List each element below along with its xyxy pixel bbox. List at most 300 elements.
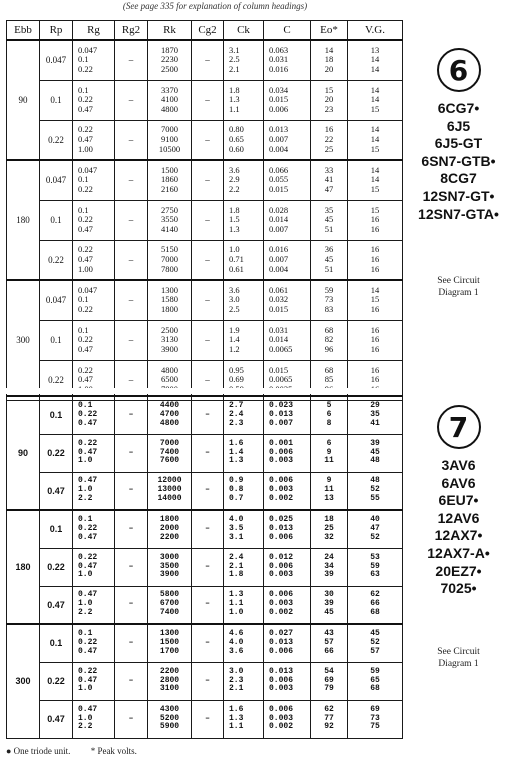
eo-cell-value: 82 [324,334,334,345]
cg2-cell: – [192,120,224,160]
rg2-cell: – [115,360,148,400]
rg-cell [73,662,115,700]
c-cell-value: 0.061 [269,284,289,295]
eo-cell-value: 14 [324,44,334,55]
table-row [7,200,403,240]
ck-cell [224,240,264,280]
c-cell-value: 0.015 [269,364,289,375]
ck-cell-value: 1.3 [229,590,244,600]
vg-cell-value: 59 [370,666,380,676]
vg-cell-value: 69 [370,704,380,714]
ck-cell-value: 2.2 [229,184,240,194]
eo-cell [311,320,348,360]
eo-cell [311,434,348,472]
rg2-cell: – [115,396,148,434]
vg-cell-value: 48 [370,476,380,486]
c-cell-value: 0.006 [269,476,294,486]
eo-cell-value: 45 [324,253,334,264]
rg-cell-value: 0.1 [78,514,93,524]
eo-cell-value: 79 [324,684,334,694]
table-row [7,396,403,434]
rk-cell-value: 13000 [157,485,182,495]
ck-cell-value: 2.3 [229,675,244,685]
header-row [7,21,403,41]
c-cell-value: 0.006 [269,590,294,600]
ck-cell-value: 1.4 [229,334,240,345]
vg-cell-value: 14 [370,174,380,185]
ck-cell-value: 2.3 [229,418,244,428]
ck-cell-value: 2.1 [229,684,244,694]
ck-cell-value: 0.69 [229,374,244,385]
ck-cell-value: 3.1 [229,44,240,55]
tube-type-label: 3AV6 [441,457,476,473]
vg-cell-value: 14 [370,84,380,95]
rp-cell: 0.22 [40,120,73,160]
rk-cell-value: 6700 [159,599,180,609]
eo-cell-value: 77 [324,713,334,723]
eo-cell-value: 30 [324,590,334,600]
ck-cell-value: 2.7 [229,400,244,410]
c-cell-value: 0.006 [269,561,294,571]
vg-cell-value: 53 [370,552,380,562]
rg-cell-value: 1.0 [78,599,93,609]
rg2-cell: – [115,624,148,662]
rk-cell-value: 2000 [159,523,180,533]
rp-cell: 0.22 [40,548,73,586]
ck-cell-value: 1.0 [229,244,240,255]
c-cell [264,434,311,472]
tube-type-label: 6CG7• [437,100,480,116]
rp-cell: 0.1 [40,320,73,360]
rg-cell-value: 0.47 [78,704,98,714]
circuit-reference [404,646,513,670]
rk-cell-value: 4400 [159,400,180,410]
c-cell [264,510,311,548]
circuit-line-1: See Circuit [437,646,480,657]
ck-cell-value: 1.8 [229,84,240,95]
cg2-cell: – [192,586,224,624]
c-cell-value: 0.002 [269,608,294,618]
ck-cell [224,40,264,80]
rg-cell-value: 0.1 [78,294,89,305]
vg-cell-value: 13 [370,44,380,55]
ck-cell-value: 1.8 [229,204,240,215]
c-cell [264,360,311,400]
eo-cell-value: 18 [324,54,334,65]
rg-cell [73,320,115,360]
table-row [7,472,403,510]
tube-type-list [404,100,513,223]
c-cell [264,472,311,510]
ck-cell-value: 0.65 [229,133,244,144]
vg-cell [348,586,403,624]
eo-cell-value: 34 [324,561,334,571]
eo-cell-value: 20 [324,94,334,105]
rp-cell: 0.047 [40,280,73,320]
vg-cell [348,662,403,700]
rg2-cell: – [115,510,148,548]
c-cell-value: 0.003 [269,684,294,694]
rk-cell-value: 2500 [161,324,178,335]
rp-cell: 0.1 [40,80,73,120]
ebb-cell: 300 [7,624,40,738]
ck-cell [224,280,264,320]
table-row [7,662,403,700]
vg-cell-value: 16 [370,263,380,274]
eo-cell-value: 20 [324,64,334,74]
header-rk: Rk [148,21,192,41]
vg-cell-value: 63 [370,570,380,580]
vg-cell [348,360,403,400]
c-cell-value: 0.013 [269,523,294,533]
eo-cell-value: 59 [324,284,334,295]
rk-cell-value: 5150 [161,244,178,255]
rk-cell-value: 3550 [161,214,178,225]
rg2-cell: – [115,662,148,700]
eo-cell-value: 96 [324,343,334,354]
rk-cell-value: 1860 [161,174,178,185]
ck-cell-value: 1.3 [229,94,240,105]
rg-cell-value: 1.0 [78,485,93,495]
rg2-cell: – [115,160,148,200]
rg-cell [73,360,115,400]
ck-cell [224,120,264,160]
header-vg: V.G. [348,21,403,41]
circuit-reference [404,275,513,299]
c-cell-value: 0.007 [269,133,289,144]
c-cell-value: 0.007 [269,418,294,428]
eo-cell [311,120,348,160]
c-cell-value: 0.015 [269,94,289,105]
rg-cell-value: 0.1 [78,400,93,410]
tube-type-label: 12AX7-A• [427,544,490,561]
vg-cell-value: 14 [370,284,380,295]
eo-cell-value: 11 [324,456,334,466]
tube-type-label: 8CG7 [440,170,477,187]
section-number-badge: 7 [437,405,481,449]
rg2-cell: – [115,472,148,510]
cg2-cell: – [192,700,224,738]
rg-cell [73,280,115,320]
eo-cell [311,160,348,200]
vg-cell-value: 16 [370,223,380,234]
spec-table-section-7 [6,395,403,739]
table-row [7,80,403,120]
c-cell-value: 0.023 [269,400,294,410]
rk-cell [148,662,192,700]
vg-cell-value: 39 [370,438,380,448]
rg-cell [73,586,115,624]
ck-cell-value: 2.4 [229,552,244,562]
ck-cell [224,700,264,738]
vg-cell-value: 73 [370,713,380,723]
c-cell-value: 0.015 [269,304,289,314]
rk-cell-value: 7000 [161,253,178,264]
ck-cell-value: 3.6 [229,646,244,656]
ck-cell-value: 1.8 [229,570,244,580]
vg-cell-value: 15 [370,103,380,114]
ck-cell-value: 2.5 [229,54,240,65]
c-cell-value: 0.031 [269,324,289,335]
cg2-cell: – [192,240,224,280]
ck-cell-value: 0.7 [229,494,244,504]
rg-cell-value: 0.22 [78,409,98,419]
ck-cell [224,510,264,548]
rk-cell-value: 5900 [159,722,180,732]
footnote-one-triode: ● One triode unit. [6,746,71,756]
rg2-cell: – [115,240,148,280]
rk-cell [148,160,192,200]
vg-cell-value: 65 [370,675,380,685]
rp-cell: 0.47 [40,700,73,738]
c-cell [264,40,311,80]
cg2-cell: – [192,160,224,200]
rg-cell [73,120,115,160]
vg-cell-value: 16 [370,334,380,345]
ck-cell [224,396,264,434]
rg-cell-value: 0.22 [78,64,93,74]
rp-cell: 0.1 [40,200,73,240]
c-cell-value: 0.015 [269,184,289,194]
rk-cell-value: 2500 [161,64,178,74]
header-rp: Rp [40,21,73,41]
eo-cell [311,240,348,280]
c-cell-value: 0.016 [269,244,289,255]
rg-cell [73,434,115,472]
eo-cell-value: 83 [324,304,334,314]
tube-type-label: 12AV6 [437,509,480,526]
ck-cell-value: 2.4 [229,409,244,419]
rg-cell [73,548,115,586]
rk-cell-value: 2200 [159,666,180,676]
c-cell-value: 0.013 [269,637,294,647]
rg-cell-value: 0.22 [78,244,93,255]
rg-cell-value: 1.00 [78,263,93,274]
c-cell-value: 0.006 [269,103,289,114]
vg-cell-value: 41 [370,418,380,428]
ck-cell-value: 0.8 [229,485,244,495]
rk-cell-value: 1800 [161,304,178,314]
rg-cell [73,510,115,548]
rg-cell-value: 0.22 [78,124,93,135]
rk-cell-value: 10500 [158,143,181,154]
ck-cell [224,360,264,400]
column-heading-note: (See page 335 for explanation of column headings) [122,1,308,11]
eo-cell [311,586,348,624]
circuit-line-2: Diagram 1 [438,288,479,299]
c-cell-value: 0.013 [269,666,294,676]
rg2-cell: – [115,586,148,624]
rk-cell-value: 7400 [159,608,180,618]
table-row [7,586,403,624]
ck-cell [224,160,264,200]
c-cell-value: 0.028 [269,204,289,215]
rk-cell-value: 7000 [161,124,178,135]
c-cell [264,320,311,360]
vg-cell-value: 14 [370,54,380,65]
ck-cell-value: 3.6 [229,284,240,295]
rg-cell-value: 0.47 [78,447,98,457]
header-cg2: Cg2 [192,21,224,41]
rk-cell-value: 4700 [159,409,180,419]
rg2-cell: – [115,80,148,120]
header-ck: Ck [224,21,264,41]
vg-cell-value: 40 [370,514,380,524]
eo-cell [311,360,348,400]
c-cell [264,396,311,434]
rp-cell: 0.1 [40,624,73,662]
rk-cell [148,120,192,160]
rg-cell-value: 0.047 [78,164,98,175]
rg-cell-value: 0.47 [78,133,93,144]
eo-cell-value: 57 [324,637,334,647]
eo-cell-value: 16 [324,124,334,135]
vg-cell [348,700,403,738]
ck-cell [224,320,264,360]
vg-cell-value: 14 [370,164,380,175]
table-row [7,120,403,160]
rk-cell-value: 1870 [161,44,178,55]
rg-cell-value: 0.1 [78,628,93,638]
rk-cell [148,360,192,400]
rk-cell-value: 5800 [159,590,180,600]
rk-cell [148,80,192,120]
ck-cell-value: 1.6 [229,438,244,448]
vg-cell-value: 48 [370,456,380,466]
eo-cell-value: 9 [326,447,332,457]
rg2-cell: – [115,700,148,738]
ck-cell-value: 0.61 [229,263,244,274]
c-cell-value: 0.025 [269,514,294,524]
rg-cell-value: 0.1 [78,174,89,185]
table-row [7,280,403,320]
vg-cell [348,472,403,510]
rg2-cell: – [115,434,148,472]
rk-cell-value: 7400 [159,447,180,457]
ck-cell-value: 1.1 [229,722,244,732]
ck-cell-value: 2.1 [229,64,240,74]
rk-cell-value: 3130 [161,334,178,345]
vg-cell-value: 45 [370,447,380,457]
eo-cell-value: 25 [324,143,334,154]
rk-cell-value: 7800 [161,263,178,274]
vg-cell [348,510,403,548]
ebb-cell: 180 [7,160,40,280]
c-cell-value: 0.013 [269,124,289,135]
ck-cell [224,434,264,472]
tube-type-list [404,457,513,598]
rg-cell-value: 0.22 [78,637,98,647]
rk-cell [148,510,192,548]
rg-cell-value: 0.47 [78,343,93,354]
rk-cell [148,280,192,320]
cg2-cell: – [192,548,224,586]
rp-cell: 0.1 [40,396,73,434]
ck-cell-value: 4.0 [229,637,244,647]
ck-cell-value: 0.60 [229,143,244,154]
rg-cell [73,700,115,738]
c-cell [264,120,311,160]
vg-cell-value: 14 [370,124,380,135]
rg-cell-value: 0.1 [78,84,89,95]
tube-type-label: 6AV6 [441,474,476,491]
vg-cell-value: 52 [370,485,380,495]
tube-type-label: 12SN7-GTA• [418,205,499,222]
rg-cell-value: 0.22 [78,184,93,194]
header-rg: Rg [73,21,115,41]
eo-cell-value: 23 [324,103,334,114]
rg-cell-value: 0.22 [78,523,98,533]
c-cell-value: 0.034 [269,84,289,95]
eo-cell-value: 62 [324,704,334,714]
rk-cell-value: 4100 [161,94,178,105]
c-cell [264,240,311,280]
eo-cell-value: 39 [324,599,334,609]
ck-cell-value: 3.6 [229,164,240,175]
vg-cell [348,548,403,586]
c-cell-value: 0.003 [269,485,294,495]
eo-cell-value: 6 [326,409,332,419]
rg-cell-value: 0.22 [78,438,98,448]
vg-cell-value: 14 [370,133,380,144]
eo-cell-value: 13 [324,494,334,504]
rg-cell [73,200,115,240]
eo-cell [311,80,348,120]
vg-cell-value: 68 [370,608,380,618]
table-row [7,510,403,548]
rk-cell [148,472,192,510]
cg2-cell: – [192,396,224,434]
rg-cell-value: 0.1 [78,54,89,65]
tube-type-label: 12SN7-GT• [422,187,495,204]
vg-cell-value: 16 [370,214,380,225]
table-row [7,360,403,400]
footnotes [6,746,155,756]
section-7-panel [404,405,513,670]
tube-type-label: 6J5 [446,117,471,134]
rg2-cell: – [115,120,148,160]
cg2-cell: – [192,280,224,320]
vg-cell-value: 62 [370,590,380,600]
rk-cell-value: 1300 [161,284,178,295]
eo-cell-value: 15 [324,84,334,95]
c-cell [264,548,311,586]
cg2-cell: – [192,320,224,360]
rg-cell-value: 0.22 [78,94,93,105]
vg-cell-value: 14 [370,94,380,105]
vg-cell-value: 47 [370,523,380,533]
rg-cell-value: 0.47 [78,561,98,571]
ebb-cell: 300 [7,280,40,400]
rk-cell [148,320,192,360]
rk-cell [148,700,192,738]
ck-cell-value: 4.0 [229,514,244,524]
vg-cell-value: 75 [370,722,380,732]
ck-cell [224,80,264,120]
rg-cell-value: 0.047 [78,44,98,55]
table-row [7,548,403,586]
c-cell [264,624,311,662]
vg-cell [348,160,403,200]
ck-cell [224,548,264,586]
eo-cell [311,510,348,548]
ck-cell-value: 1.6 [229,704,244,714]
vg-cell-value: 16 [370,304,380,314]
vg-cell [348,200,403,240]
rg-cell [73,160,115,200]
vg-cell-value: 16 [370,374,380,385]
ck-cell [224,586,264,624]
